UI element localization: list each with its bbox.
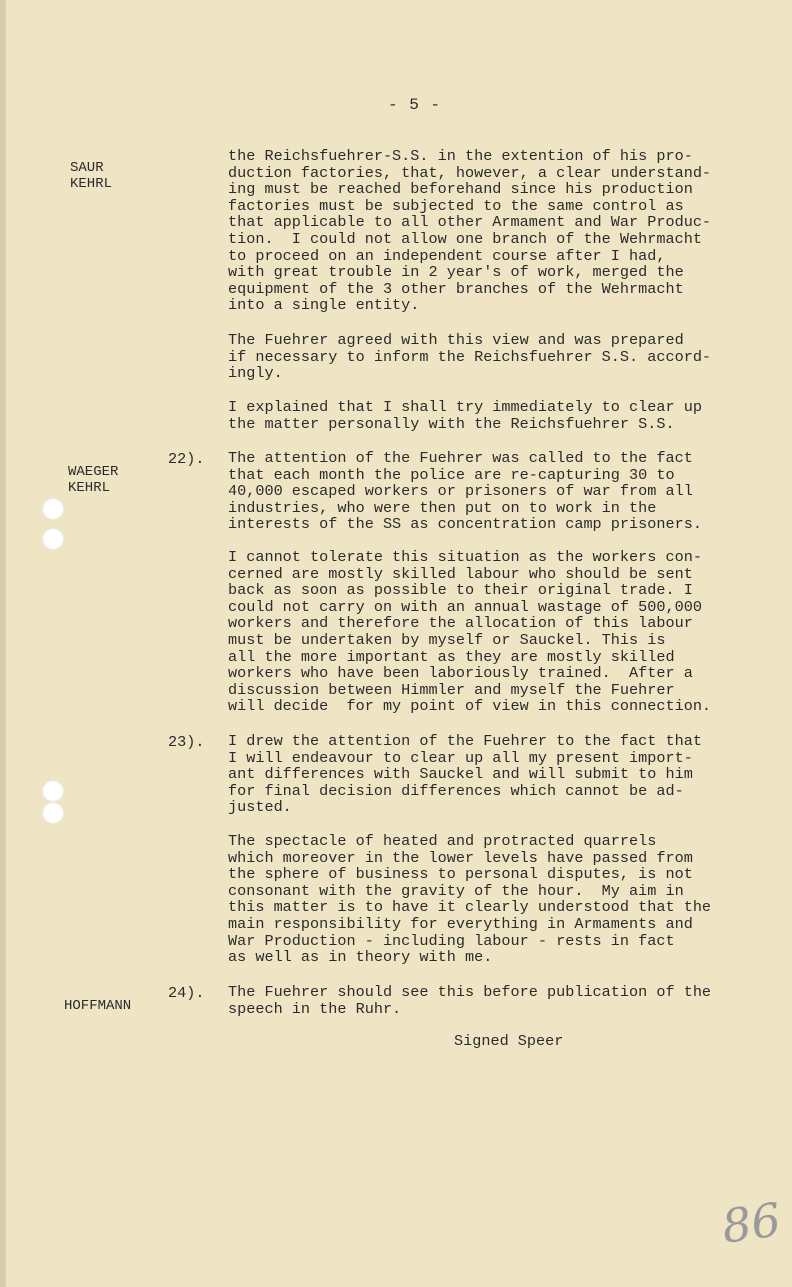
- margin-name-hoffmann: HOFFMANN: [64, 998, 132, 1014]
- paragraph-item-24: The Fuehrer should see this before publication of the speech in the Ruhr.: [228, 983, 712, 1018]
- punch-hole: [42, 802, 64, 824]
- paragraph-cannot-tolerate: I cannot tolerate this situation as the workers con- cerned are mostly skilled labour who should be sent back as soon as possible to their original trade. I could not carry on with an annual wastage of 500,000 workers and therefore the allocation of this labour must be undertaken by myself or Sauckel. This is all the more important as they are mostly skilled workers who have been laboriously trained. After a discussion between Himmler and myself the Fuehrer will decide for my point of view in this connection.: [228, 548, 712, 716]
- paper-edge: [0, 0, 6, 1287]
- margin-name-waeger-kehrl: WAEGER KEHRL: [68, 464, 119, 496]
- margin-name-saur-kehrl: SAUR KEHRL: [70, 160, 113, 192]
- punch-hole: [42, 528, 64, 550]
- paragraph-item-22: The attention of the Fuehrer was called to the fact that each month the police are re-capturing 30 to 40,000 escaped workers or prisoners of war from all industries, who were then put on to work in the interests of the SS as concentration camp prisoners.: [228, 449, 702, 534]
- paragraph-spectacle: The spectacle of heated and protracted quarrels which moreover in the lower levels have passed from the sphere of business to personal disputes, is not consonant with the gravity of the hour. My aim in this matter is to have it clearly understood that the main responsibility for everything in Armaments and War Production - including labour - rests in fact as well as in theory with me.: [228, 832, 712, 967]
- item-number-23: 23).: [168, 733, 205, 751]
- punch-hole: [42, 498, 64, 520]
- paragraph-fuehrer-agreed: The Fuehrer agreed with this view and was prepared if necessary to inform the Reichsfuehrer S.S. accord- ingly.: [228, 331, 712, 383]
- handwritten-page-mark: 86: [718, 1192, 785, 1254]
- item-number-24: 24).: [168, 984, 205, 1002]
- signature-line: Signed Speer: [454, 1032, 564, 1050]
- page-number: - 5 -: [388, 96, 442, 114]
- punch-hole: [42, 780, 64, 802]
- paragraph-item-23: I drew the attention of the Fuehrer to the fact that I will endeavour to clear up all my present import- ant differences with Sauckel and will submit to him for final decision differences which cannot be ad- justed.: [228, 732, 702, 817]
- paragraph-explained: I explained that I shall try immediately to clear up the matter personally with the Reichsfuehrer S.S.: [228, 398, 702, 433]
- item-number-22: 22).: [168, 450, 205, 468]
- paragraph-reichsfuehrer-production: the Reichsfuehrer-S.S. in the extention of his pro- duction factories, that, however, a clear understand- ing must be reached beforehand since his production factories must be subjected to the same control as that applicable to all other Armament and War Produc- tion. I could not allow one branch of the Wehrmacht to proceed on an independent course after I had, with great trouble in 2 year's of work, merged the equipment of the 3 other branches of the Wehrmacht into a single entity.: [228, 147, 712, 315]
